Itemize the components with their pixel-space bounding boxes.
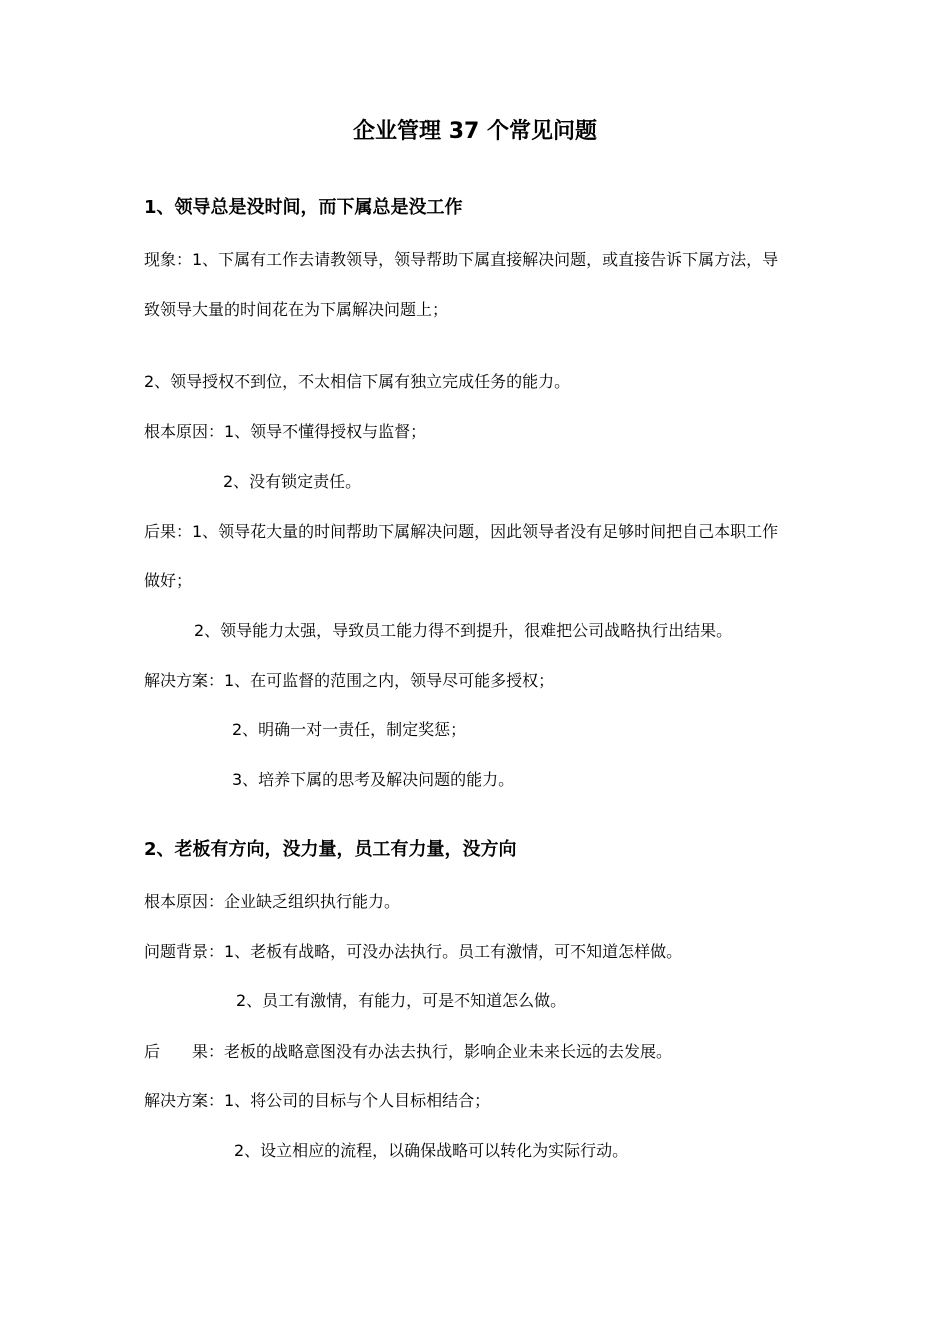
section-1-line-6: 后果：1、领导花大量的时间帮助下属解决问题，因此领导者没有足够时间把自己本职工作	[144, 522, 779, 541]
section-1-line-3: 2、领导授权不到位，不太相信下属有独立完成任务的能力。	[144, 372, 571, 391]
section-2-line-2: 问题背景：1、老板有战略，可没办法执行。员工有激情，可不知道怎样做。	[144, 942, 683, 961]
section-2-line-3: 2、员工有激情，有能力，可是不知道怎么做。	[236, 991, 567, 1010]
section-1-line-9: 解决方案：1、在可监督的范围之内，领导尽可能多授权；	[144, 671, 555, 690]
section-1-line-11: 3、培养下属的思考及解决问题的能力。	[232, 770, 515, 789]
section-1-line-2: 致领导大量的时间花在为下属解决问题上；	[144, 300, 449, 319]
section-1-line-10: 2、明确一对一责任，制定奖惩；	[232, 720, 467, 739]
section-1-heading: 1、领导总是没时间，而下属总是没工作	[144, 197, 463, 218]
section-2-heading: 2、老板有方向，没力量，员工有力量，没方向	[144, 839, 517, 860]
section-2-line-6: 2、设立相应的流程，以确保战略可以转化为实际行动。	[234, 1141, 629, 1160]
section-1-line-7: 做好；	[144, 571, 193, 590]
document-title: 企业管理 37 个常见问题	[353, 119, 597, 144]
section-2-line-1: 根本原因：企业缺乏组织执行能力。	[144, 892, 401, 911]
section-2-line-4: 后 果：老板的战略意图没有办法去执行，影响企业未来长远的去发展。	[144, 1042, 673, 1061]
section-1-line-4: 根本原因：1、领导不懂得授权与监督；	[144, 422, 427, 441]
section-2-line-5: 解决方案：1、将公司的目标与个人目标相结合；	[144, 1091, 491, 1110]
section-1-line-1: 现象：1、下属有工作去请教领导，领导帮助下属直接解决问题，或直接告诉下属方法，导	[144, 250, 779, 269]
section-1-line-8: 2、领导能力太强，导致员工能力得不到提升，很难把公司战略执行出结果。	[194, 621, 733, 640]
section-1-line-5: 2、没有锁定责任。	[223, 472, 362, 491]
